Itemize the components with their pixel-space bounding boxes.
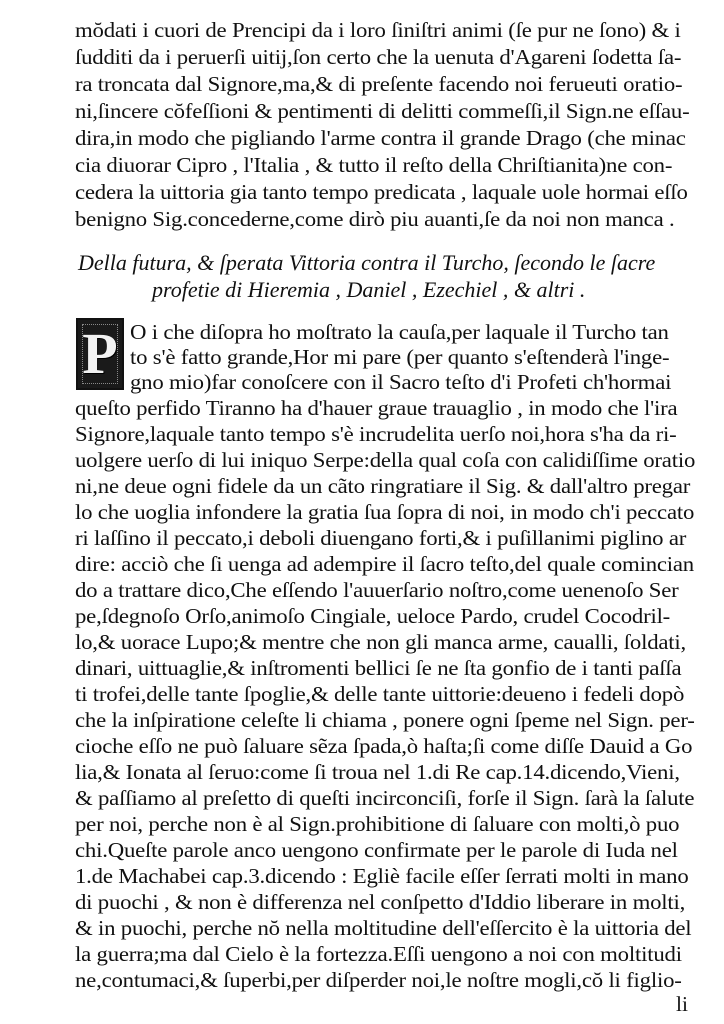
text-line: la guerra;ma dal Cielo è la fortezza.Eſſi uengono a noi con moltitudi [75,942,682,966]
text-line: lo,& uorace Lupo;& mentre che non gli manca arme, caualli, ſoldati, [75,630,687,654]
text-line: uolgere uerſo di lui iniquo Serpe:della qual coſa con calidiſſime oratio [75,448,696,472]
text-line: & in puochi, perche nŏ nella moltitudine dell'eſſercito è la uittoria del [75,916,692,940]
catchword: li [676,992,688,1016]
text-line: gno mio)far conoſcere con il Sacro teſto d'i Profeti ch'hormai [130,370,672,394]
text-line: do a trattare dico,Che eſſendo l'auuerſario noſtro,come uenenoſo Ser [75,578,679,602]
text-line: dira,in modo che pigliando l'arme contra il grande Drago (che minac [75,126,686,150]
text-line: lo che uoglia infondere la gratia ſua ſopra di noi, in modo ch'i peccato [75,500,695,524]
text-line: ni,ſincere cŏfeſſioni & pentimenti di delitti commeſſi,il Sign.ne eſſau- [75,99,690,123]
text-line: benigno Sig.concederne,come dirò piu auanti,ſe da noi non manca . [75,207,675,231]
text-line: ri laſſino il peccato,i deboli diuengano forti,& i puſillanimi piglino ar [75,526,687,550]
text-line: di puochi , & non è differenza nel conſpetto d'Iddio liberare in molti, [75,890,686,914]
text-line: queſto perfido Tiranno ha d'hauer graue trauaglio , in modo che l'ira [75,396,678,420]
text-line: O i che diſopra ho moſtrato la cauſa,per laquale il Turcho tan [130,320,669,344]
heading-line-2: profetie di Hieremia , Daniel , Ezechiel , & altri . [152,277,586,302]
decorated-initial [76,318,124,390]
text-line: 1.de Machabei cap.3.dicendo : Egliè facile eſſer ſerrati molti in mano [75,864,689,888]
text-line: cia diuorar Cipro , l'Italia , & tutto il reſto della Chriſtianita)ne con- [75,153,673,177]
text-line: ne,contumaci,& ſuperbi,per diſperder noi,le noſtre mogli,cŏ li figliо- [75,968,682,992]
text-line: pe,ſdegnoſo Orſo,animoſo Cingiale, ueloce Pardo, crudel Cocodril- [75,604,671,628]
text-line: dinari, uittuaglie,& inſtromenti bellici ſe ne ſta gonfio de i tanti paſſa [75,656,682,680]
text-line: che la inſpiratione celeſte li chiama , ponere ogni ſpeme nel Sign. per- [75,708,695,732]
text-line: ra troncata dal Signore,ma,& di preſente facendo noi ferueuti oratio- [75,72,683,96]
text-line: to s'è fatto grande,Hor mi pare (per quanto s'eſtenderà l'inge- [130,345,670,369]
text-line: mŏdati i cuori de Prencipi da i loro ſiniſtri animi (ſe pur ne ſono) & i [75,18,681,42]
text-line: & paſſiamo al preſetto di queſti incirconciſi, forſe il Sign. ſarà la ſalute [75,786,695,810]
initial-letter: P [82,321,118,386]
heading-line-1: Della futura, & ſperata Vittoria contra il Turcho, ſecondo le ſacre [78,250,656,275]
text-line: Signore,laquale tanto tempo s'è incrudelita uerſo noi,hora s'ha da ri- [75,422,677,446]
text-line: ſudditi da i peruerſi uitij,ſon certo che la uenuta d'Agareni ſodetta ſa- [75,45,682,69]
text-line: dire: acciò che ſi uenga ad adempire il ſacro teſto,del quale comincian [75,552,694,576]
text-line: lia,& Ionata al ſeruo:come ſi troua nel 1.di Re cap.14.dicendo,Vieni, [75,760,680,784]
text-line: ti trofei,delle tante ſpoglie,& delle tante uittorie:deueno i fedeli dopò [75,682,685,706]
text-line: cioche eſſo ne può ſaluare sẽza ſpada,ò haſta;ſi come diſſe Dauid a Go [75,734,693,758]
text-line: ni,ne deue ogni fidele da un cãto ringratiare il Sig. & dall'altro pregar [75,474,691,498]
text-line: chi.Queſte parole anco uengono confirmate per le parole di Iuda nel [75,838,678,862]
text-line: per noi, perche non è al Sign.prohibitione di ſaluare con molti,ò puo [75,812,680,836]
text-line: cedera la uittoria gia tanto tempo predicata , laquale uole hormai eſſo [75,180,688,204]
